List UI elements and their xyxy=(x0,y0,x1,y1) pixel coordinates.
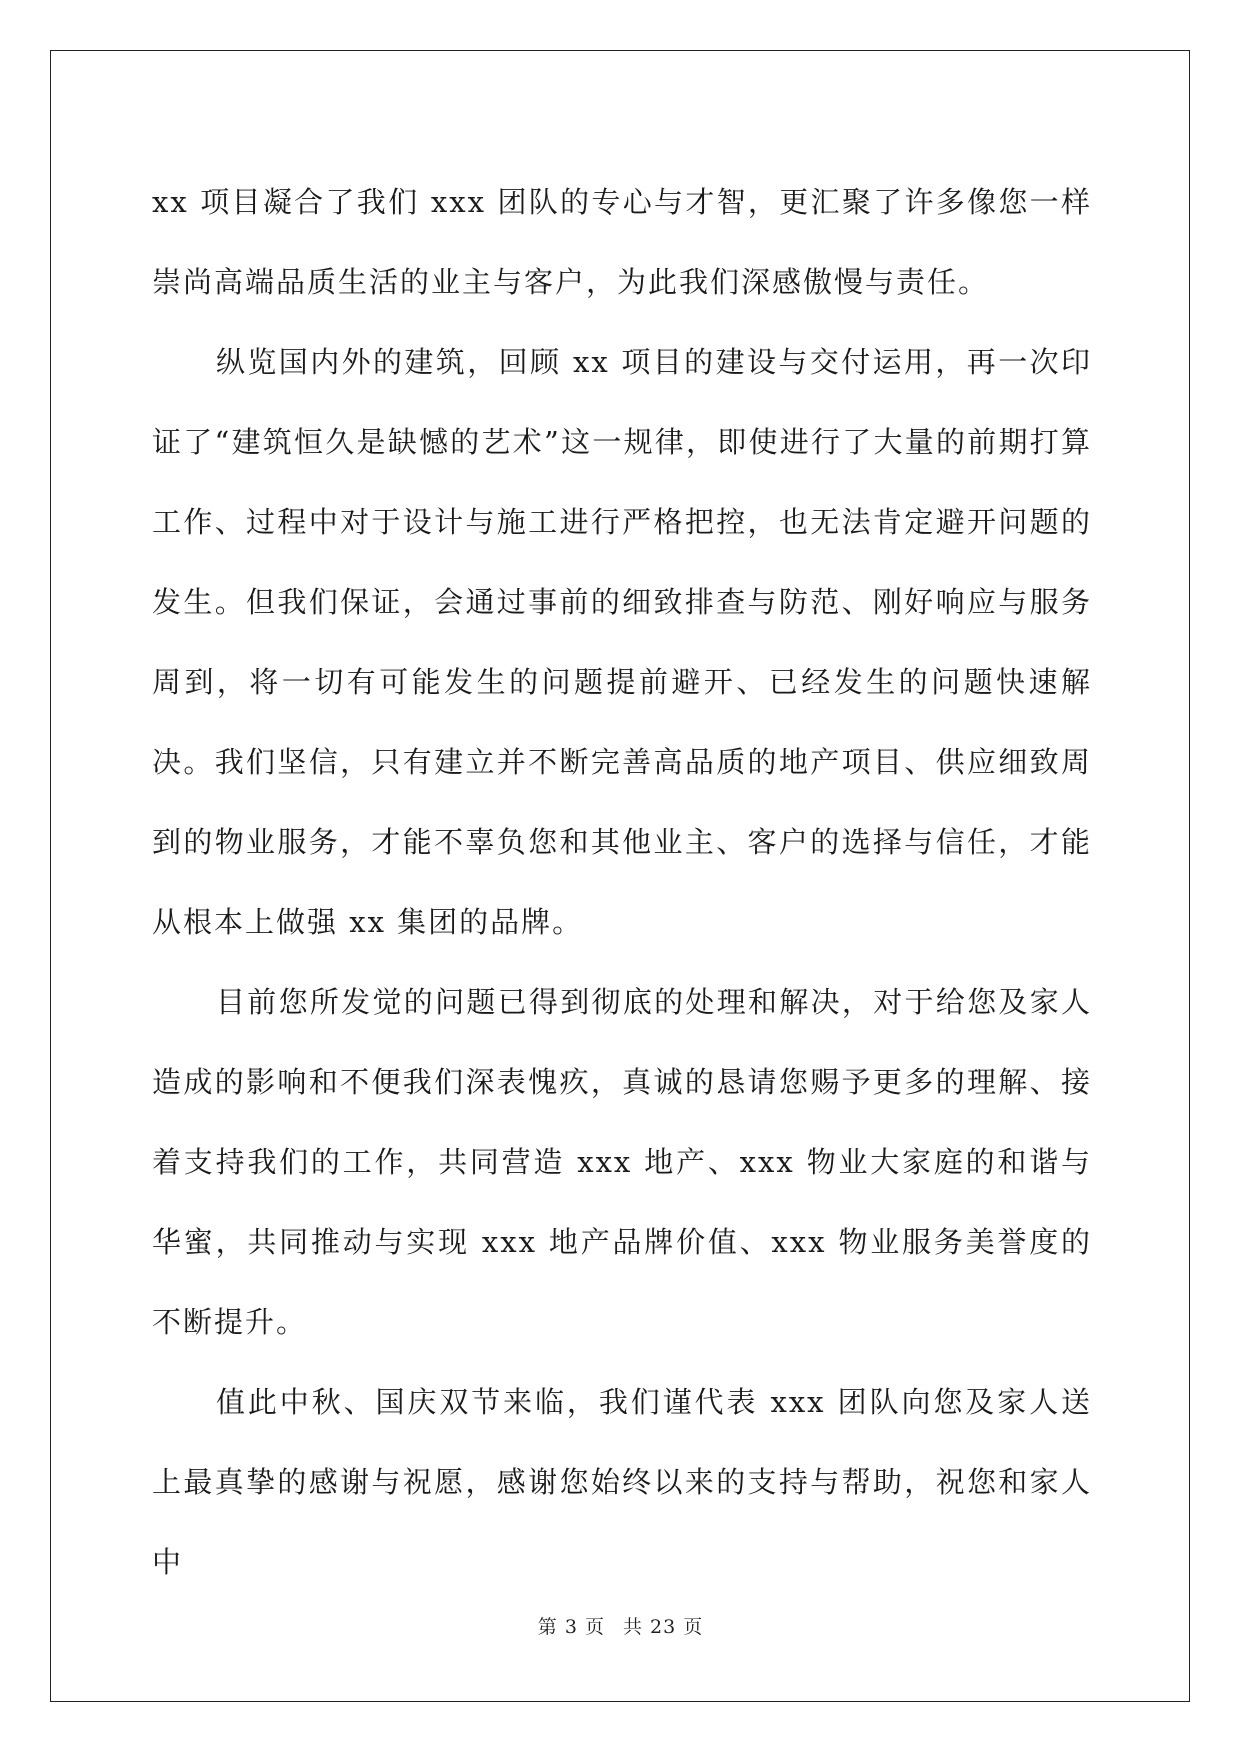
document-body xyxy=(152,162,1092,1602)
paragraph-1: xx 项目凝合了我们 xxx 团队的专心与才智，更汇聚了许多像您一样崇尚高端品质生活的业主与客户，为此我们深感傲慢与责任。 xyxy=(152,185,1092,299)
paragraph-2: 纵览国内外的建筑，回顾 xx 项目的建设与交付运用，再一次印证了“建筑恒久是缺憾的艺术”这一规律，即使进行了大量的前期打算工作、过程中对于设计与施工进行严格把控，也无法肯定避开问题的发生。但我们保证，会通过事前的细致排查与防范、刚好响应与服务周到，将一切有可能发生的问题提前避开、已经发生的问题快速解决。我们坚信，只有建立并不断完善高品质的地产项目、供应细致周到的物业服务，才能不辜负您和其他业主、客户的选择与信任，才能从根本上做强 xx 集团的品牌。 xyxy=(152,345,1092,939)
paragraph-4: 值此中秋、国庆双节来临，我们谨代表 xxx 团队向您及家人送上最真挚的感谢与祝愿，感谢您始终以来的支持与帮助，祝您和家人中 xyxy=(152,1385,1092,1579)
current-page-number: 第 3 页 xyxy=(537,1616,605,1638)
total-page-count: 共 23 页 xyxy=(622,1616,704,1638)
page-footer xyxy=(0,1612,1241,1639)
paragraph-3: 目前您所发觉的问题已得到彻底的处理和解决，对于给您及家人造成的影响和不便我们深表愧疚，真诚的恳请您赐予更多的理解、接着支持我们的工作，共同营造 xxx 地产、xxx 物业大家庭的和谐与华蜜，共同推动与实现 xxx 地产品牌价值、xxx 物业服务美誉度的不断提升。 xyxy=(152,985,1092,1339)
